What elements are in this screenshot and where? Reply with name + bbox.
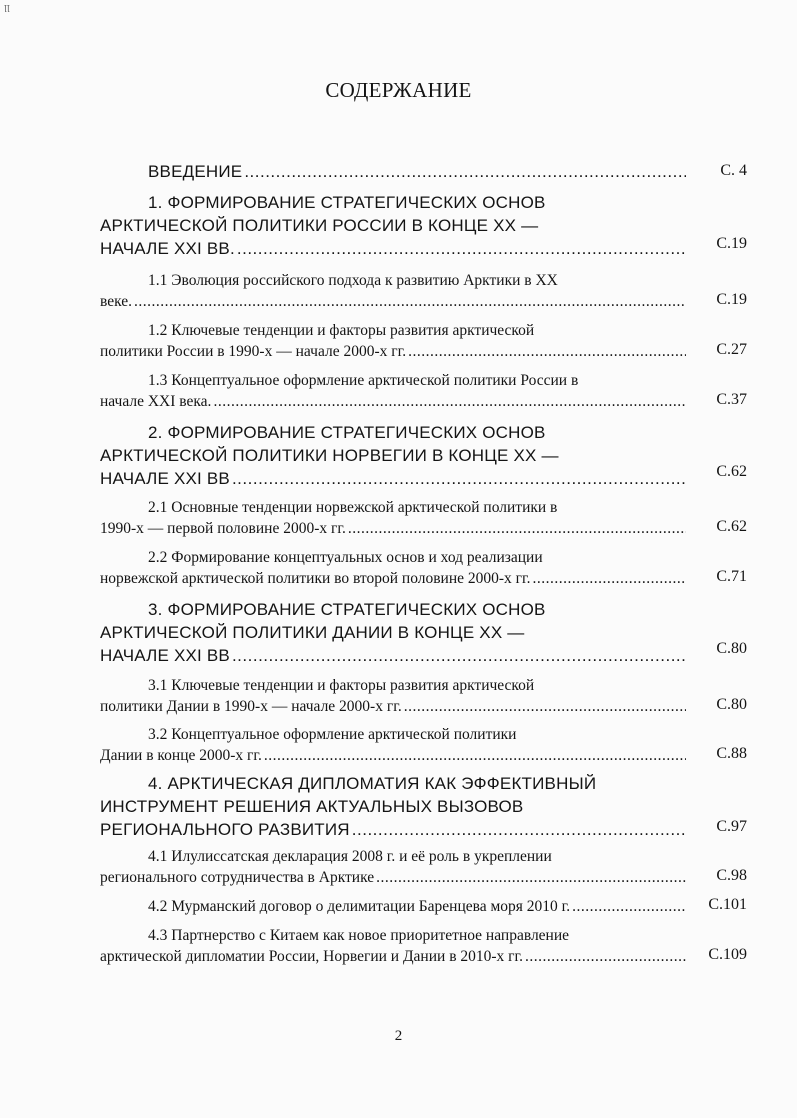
toc-entry-line: 1990-х — первой половине 2000-х гг. .....	[100, 518, 686, 539]
toc-entry-line: 4. АРКТИЧЕСКАЯ ДИПЛОМАТИЯ КАК ЭФФЕКТИВНЫЙ	[148, 774, 597, 793]
toc-entry-line: АРКТИЧЕСКОЙ ПОЛИТИКИ ДАНИИ В КОНЦЕ XX —	[100, 623, 525, 642]
toc-entry-line: 1. ФОРМИРОВАНИЕ СТРАТЕГИЧЕСКИХ ОСНОВ	[148, 193, 546, 212]
toc-entry-chapter-3[interactable]	[100, 598, 686, 667]
toc-page-ref: С.88	[716, 745, 747, 762]
toc-entry-line: арктической дипломатии России, Норвегии и Дании в 2010-х гг. .....	[100, 946, 686, 967]
toc-page-ref: С. 4	[720, 162, 747, 179]
toc-page-ref: С.19	[716, 235, 747, 252]
toc-entry-line: 1.2 Ключевые тенденции и факторы развития арктической	[148, 322, 535, 339]
toc-entry-line: АРКТИЧЕСКОЙ ПОЛИТИКИ НОРВЕГИИ В КОНЦЕ XX —	[100, 446, 559, 465]
toc-entry-line: НАЧАЛЕ XXI ВВ .....	[100, 467, 686, 490]
toc-entry-section-2-1[interactable]	[100, 497, 686, 539]
toc-entry-line: норвежской арктической политики во второй половине 2000-х гг. .....	[100, 568, 686, 589]
toc-entry-line: политики Дании в 1990-х — начале 2000-х гг. .....	[100, 696, 686, 717]
toc-page-ref: С.37	[716, 391, 747, 408]
scan-mark: ꞁꞁ	[4, 2, 10, 12]
toc-entry-intro[interactable]	[100, 160, 686, 183]
toc-entry-line: 2. ФОРМИРОВАНИЕ СТРАТЕГИЧЕСКИХ ОСНОВ	[148, 423, 546, 442]
toc-entry-section-4-3[interactable]	[100, 925, 686, 967]
toc-entry-line: 3.2 Концептуальное оформление арктической политики	[148, 726, 517, 743]
toc-entry-line: ИНСТРУМЕНТ РЕШЕНИЯ АКТУАЛЬНЫХ ВЫЗОВОВ	[100, 797, 524, 816]
toc-entry-line: 2.1 Основные тенденции норвежской арктической политики в	[148, 499, 558, 516]
toc-entry-line: 3. ФОРМИРОВАНИЕ СТРАТЕГИЧЕСКИХ ОСНОВ	[148, 600, 546, 619]
toc-entry-line: ВВЕДЕНИЕ .....	[100, 160, 686, 183]
toc-page-ref: С.80	[716, 640, 747, 657]
toc-entry-section-3-2[interactable]	[100, 724, 686, 766]
toc-entry-line: НАЧАЛЕ XXI ВВ. .....	[100, 237, 686, 260]
toc-entry-line: РЕГИОНАЛЬНОГО РАЗВИТИЯ .....	[100, 818, 686, 841]
toc-entry-chapter-2[interactable]	[100, 421, 686, 490]
toc-entry-line: веке. .....	[100, 291, 686, 312]
toc-page-ref: С.62	[716, 518, 747, 535]
toc-entry-chapter-4[interactable]	[100, 772, 686, 841]
toc-entry-line: политики России в 1990-х — начале 2000-х гг. .....	[100, 341, 686, 362]
toc-entry-section-3-1[interactable]	[100, 675, 686, 717]
toc-entry-line: начале XXI века. .....	[100, 391, 686, 412]
toc-page-ref: С.19	[716, 291, 747, 308]
toc-page-ref: С.27	[716, 341, 747, 358]
toc-entry-section-4-2[interactable]	[100, 896, 686, 917]
toc-entry-line: Дании в конце 2000-х гг. .....	[100, 745, 686, 766]
toc-page-ref: С.71	[716, 568, 747, 585]
toc-entry-line: АРКТИЧЕСКОЙ ПОЛИТИКИ РОССИИ В КОНЦЕ XX —	[100, 216, 539, 235]
toc-entry-line: регионального сотрудничества в Арктике .....	[100, 867, 686, 888]
toc-page-ref: С.98	[716, 867, 747, 884]
toc-page-ref: С.80	[716, 696, 747, 713]
toc-page-ref: С.109	[708, 946, 747, 963]
toc-entry-line: 1.1 Эволюция российского подхода к развитию Арктики в XX	[148, 272, 558, 289]
toc-entry-line: 1.3 Концептуальное оформление арктической политики России в	[148, 372, 579, 389]
toc-entry-line: НАЧАЛЕ XXI ВВ .....	[100, 644, 686, 667]
toc-entry-section-4-1[interactable]	[100, 846, 686, 888]
toc-entry-line: 4.3 Партнерство с Китаем как новое приоритетное направление	[148, 927, 570, 944]
toc-page-ref: С.62	[716, 463, 747, 480]
page-title: СОДЕРЖАНИЕ	[325, 78, 472, 102]
toc-entry-section-2-2[interactable]	[100, 547, 686, 589]
toc-entry-section-1-2[interactable]	[100, 320, 686, 362]
toc-entry-line: 4.1 Илулиссатская декларация 2008 г. и её роль в укреплении	[148, 848, 552, 865]
toc-entry-section-1-1[interactable]	[100, 270, 686, 312]
toc-entry-line: 3.1 Ключевые тенденции и факторы развития арктической	[148, 677, 535, 694]
toc-entry-line: 4.2 Мурманский договор о делимитации Баренцева моря 2010 г. .....	[100, 896, 686, 917]
toc-entry-line: 2.2 Формирование концептуальных основ и ход реализации	[148, 549, 543, 566]
toc-page-ref: С.97	[716, 818, 747, 835]
toc-entry-section-1-3[interactable]	[100, 370, 686, 412]
toc-entry-chapter-1[interactable]	[100, 191, 686, 260]
toc-page-ref: С.101	[708, 896, 747, 913]
page-number: 2	[394, 1028, 403, 1044]
